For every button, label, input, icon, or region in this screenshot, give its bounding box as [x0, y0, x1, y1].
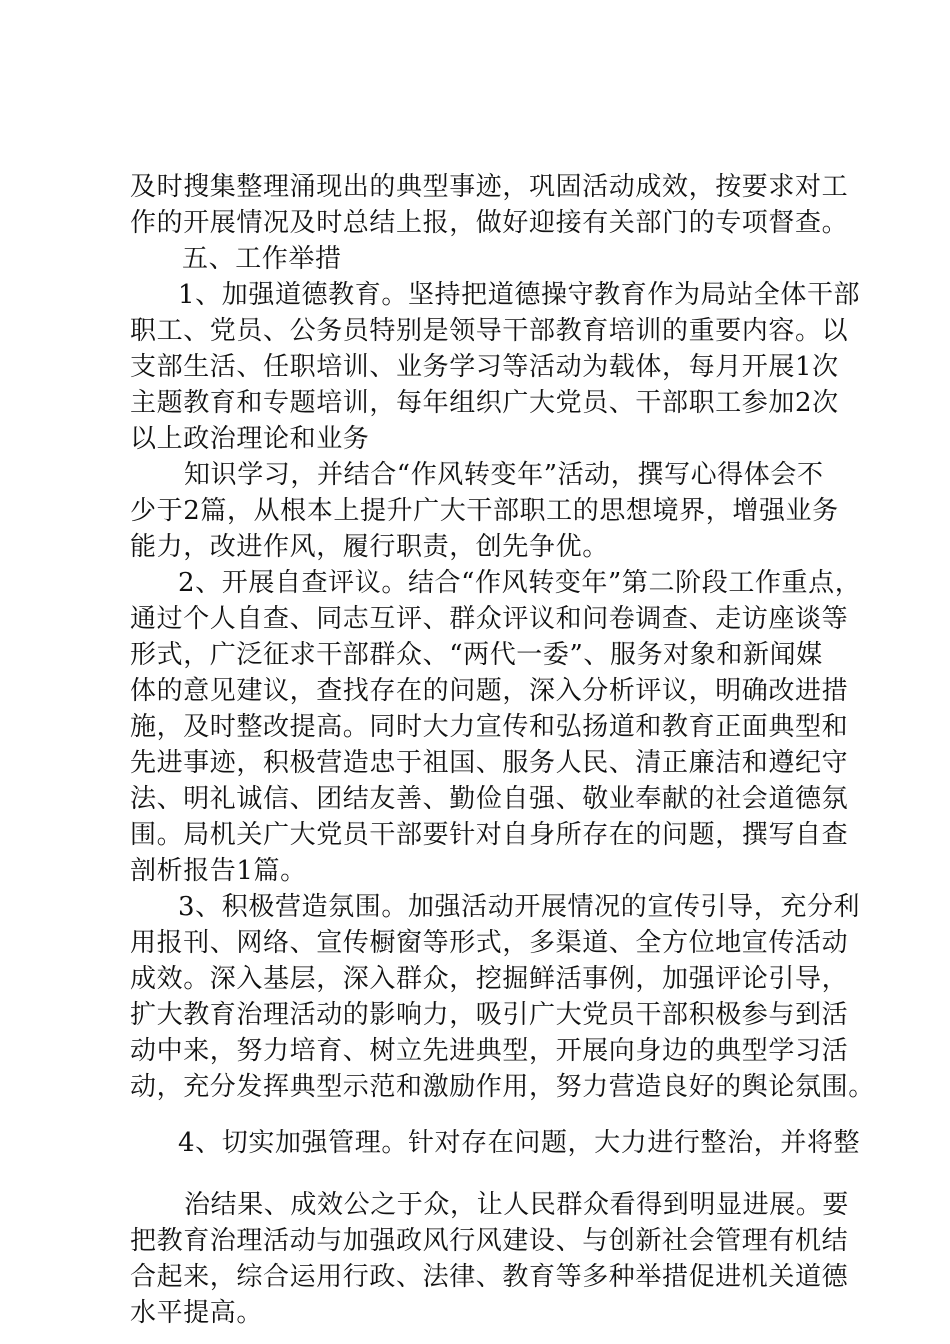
paragraph-line: 支部生活、任职培训、业务学习等活动为载体，每月开展1次: [130, 352, 839, 382]
paragraph-line: 先进事迹，积极营造忠于祖国、服务人民、清正廉洁和遵纪守: [130, 748, 849, 778]
paragraph-line: 及时搜集整理涌现出的典型事迹，巩固活动成效，按要求对工: [130, 172, 849, 202]
paragraph-line: 合起来，综合运用行政、法律、教育等多种举措促进机关道德: [130, 1262, 849, 1292]
paragraph-line: 成效。深入基层，深入群众，挖掘鲜活事例，加强评论引导，: [130, 964, 849, 994]
paragraph-line: 水平提高。: [130, 1298, 264, 1328]
paragraph-line: 3、积极营造氛围。加强活动开展情况的宣传引导，充分利: [178, 892, 861, 922]
paragraph-line: 动，充分发挥典型示范和激励作用，努力营造良好的舆论氛围。: [130, 1072, 875, 1102]
paragraph-line: 形式，广泛征求干部群众、“两代一委”、服务对象和新闻媒: [130, 640, 823, 670]
paragraph-line: 体的意见建议，查找存在的问题，深入分析评议，明确改进措: [130, 676, 849, 706]
paragraph-line: 用报刊、网络、宣传橱窗等形式，多渠道、全方位地宣传活动: [130, 928, 849, 958]
paragraph-line: 4、切实加强管理。针对存在问题，大力进行整治，并将整: [178, 1128, 861, 1158]
paragraph-line: 治结果、成效公之于众，让人民群众看得到明显进展。要: [184, 1190, 850, 1220]
paragraph-line: 剖析报告1篇。: [130, 856, 307, 886]
paragraph-line: 能力，改进作风，履行职责，创先争优。: [130, 532, 609, 562]
paragraph-line: 少于2篇，从根本上提升广大干部职工的思想境界，增强业务: [130, 496, 839, 526]
paragraph-line: 动中来，努力培育、树立先进典型，开展向身边的典型学习活: [130, 1036, 849, 1066]
paragraph-line: 作的开展情况及时总结上报，做好迎接有关部门的专项督查。: [130, 208, 849, 238]
paragraph-line: 通过个人自查、同志互评、群众评议和问卷调查、走访座谈等: [130, 604, 849, 634]
paragraph-line: 1、加强道德教育。坚持把道德操守教育作为局站全体干部: [178, 280, 861, 310]
paragraph-line: 法、明礼诚信、团结友善、勤俭自强、敬业奉献的社会道德氛: [130, 784, 849, 814]
section-heading: 五、工作举措: [182, 244, 342, 274]
paragraph-line: 围。局机关广大党员干部要针对自身所存在的问题，撰写自查: [130, 820, 849, 850]
paragraph-line: 施，及时整改提高。同时大力宣传和弘扬道和教育正面典型和: [130, 712, 849, 742]
paragraph-line: 2、开展自查评议。结合“作风转变年”第二阶段工作重点，: [178, 568, 862, 598]
paragraph-line: 主题教育和专题培训，每年组织广大党员、干部职工参加2次: [130, 388, 839, 418]
paragraph-line: 把教育治理活动与加强政风行风建设、与创新社会管理有机结: [130, 1226, 849, 1256]
paragraph-line: 职工、党员、公务员特别是领导干部教育培训的重要内容。以: [130, 316, 849, 346]
paragraph-line: 扩大教育治理活动的影响力，吸引广大党员干部积极参与到活: [130, 1000, 849, 1030]
paragraph-line: 以上政治理论和业务: [130, 424, 370, 454]
paragraph-line: 知识学习，并结合“作风转变年”活动，撰写心得体会不: [184, 460, 824, 490]
